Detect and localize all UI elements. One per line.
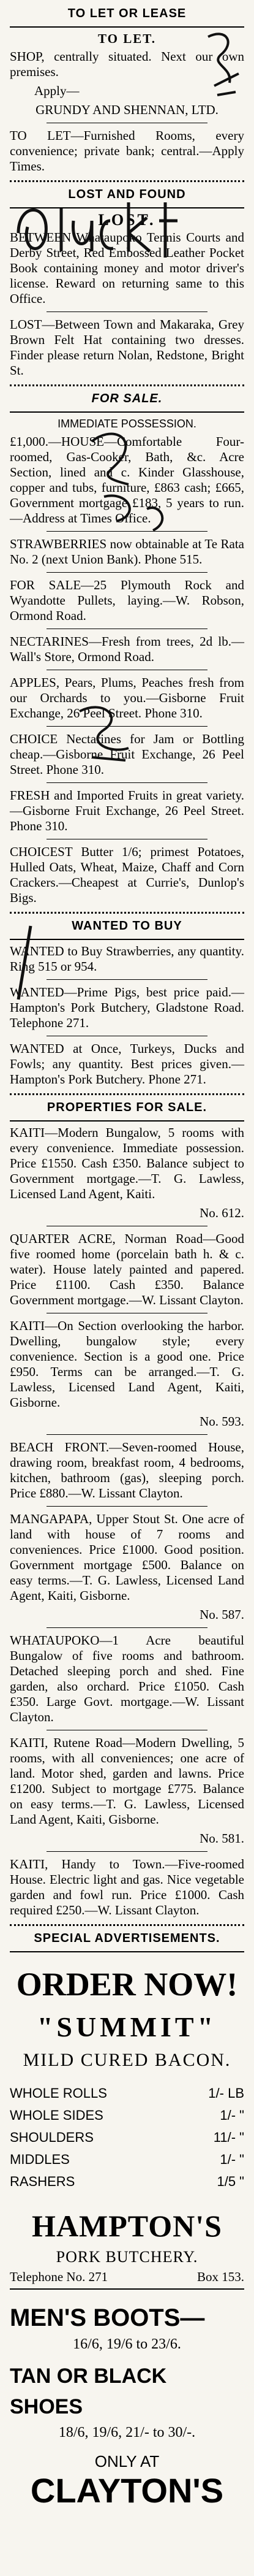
item-name: WHOLE SIDES [10,2108,103,2123]
firm-name: GRUNDY AND SHENNAN, LTD. [35,102,219,117]
property-mangapapa: MANGAPAPA, Upper Stout St. One acre of land with house of 7 rooms and conveniences. Price £1000. Good position. Government mortgage £500. Balance on easy terms.—T. G. Lawless, Licensed Land Agent, Kaiti, Gisborne. [10,1512,244,1603]
shoe-prices: 18/6, 19/6, 21/- to 30/-. [58,2425,196,2440]
divider [47,726,207,727]
pork-butchery-label: PORK BUTCHERY. [56,2248,198,2266]
lost-pocket-book-ad: BETWEEN Whataupoko Tennis Courts and Derby Street, Red Embossed Leather Pocket Book containing money and motor driver's license. Reward on returning same to this Office. [10,230,244,306]
item-name: SHOULDERS [10,2130,94,2145]
lost-title: LOST. [98,211,156,229]
for-sale-header: FOR SALE. [10,384,244,407]
immediate-possession-title: IMMEDIATE POSSESSION. [58,418,196,430]
price-row [10,2171,244,2193]
divider [47,1506,207,1507]
price-row [10,2127,244,2149]
fresh-fruits-ad: FRESH and Imported Fruits in great variety.—Gisborne Fruit Exchange, 26 Peel Street. Phone 310. [10,788,244,833]
divider [47,782,207,783]
ad-number: No. 587. [200,1607,244,1622]
mens-boots-heading: MEN'S BOOTS— [10,2304,205,2331]
divider [10,207,244,208]
item-price: 1/- " [220,2152,244,2167]
item-price: 1/- LB [208,2085,244,2101]
divider [10,1120,244,1122]
apply-label: Apply— [34,83,80,98]
property-kaiti-bungalow: KAITI—Modern Bungalow, 5 rooms with every convenience. Immediate possession. Price £1550. Cash £350. Balance subject to Government mortgage.—T. G. Lawless, Licensed Land Agent, Kaiti. [10,1125,244,1201]
divider [10,411,244,413]
divider [47,572,207,573]
item-name: MIDDLES [10,2152,70,2167]
divider [47,311,207,312]
item-price: 1/5 " [217,2174,244,2189]
hamptons-heading: HAMPTON'S [32,2209,222,2243]
price-row [10,2149,244,2171]
property-whataupoko: WHATAUPOKO—1 Acre beautiful Bungalow of five rooms and bathroom. Detached sleeping porch and shed. Fine garden, also orchard. Price £1050. Cash £350. Large Govt. mortgage.—W. Lissant Clayton. [10,1633,244,1724]
telephone-number: Telephone No. 271 [10,2269,108,2284]
properties-header: PROPERTIES FOR SALE. [10,1093,244,1115]
divider [10,2288,244,2290]
contact-line [10,2269,244,2285]
pullets-ad: FOR SALE—25 Plymouth Rock and Wyandotte Pullets, laying.—W. Robson, Ormond Road. [10,578,244,623]
divider [47,1627,207,1628]
item-name: WHOLE ROLLS [10,2085,107,2101]
property-kaiti-rutene: KAITI, Rutene Road—Modern Dwelling, 5 rooms, with all conveniences; one acre of land. Motor shed, garden and lawns. Price £1200. Subject to mortgage £775. Balance on easy terms.—T. G. Lawless, Licensed Land Agent, Kaiti, Gisborne. [10,1735,244,1827]
special-ads-header: SPECIAL ADVERTISEMENTS. [10,1924,244,1946]
wanted-pigs-ad: WANTED—Prime Pigs, best price paid.—Hampton's Pork Butchery, Gladstone Road. Telephone 271. [10,985,244,1030]
to-let-title: TO LET. [98,31,156,46]
wanted-poultry-ad: WANTED at Once, Turkeys, Ducks and Fowls; any quantity. Best prices given.—Hampton's Pork Butchery. Phone 271. [10,1041,244,1087]
strawberries-ad: STRAWBERRIES now obtainable at Te Rata No. 2 (next Union Bank). Phone 515. [10,537,244,567]
wanted-header: WANTED TO BUY [10,912,244,934]
to-let-header: TO LET OR LEASE [67,7,187,20]
nectarines-ad: NECTARINES—Fresh from trees, 2d lb.—Wall's Store, Ormond Road. [10,634,244,664]
summit-brand: "SUMMIT" [37,2011,217,2043]
divider [47,531,207,532]
choice-nectarines-ad: CHOICE Nectarines for Jam or Bottling cheap.—Gisborne Fruit Exchange, 26 Peel Street. Phone 310. [10,732,244,777]
tan-black-shoes-heading: TAN OR BLACK SHOES [10,2364,167,2418]
lost-hat-ad: LOST—Between Town and Makaraka, Grey Brown Felt Hat containing two dresses. Finder please return Nolan, Redstone, Bright St. [10,317,244,378]
ad-number: No. 581. [200,1831,244,1846]
lost-found-header: LOST AND FOUND [10,180,244,202]
property-kaiti-handy: KAITI, Handy to Town.—Five-roomed House. Electric light and gas. Nice vegetable garden and fowl run. Price £1000. Cash required £250.—W. Lissant Clayton. [10,1857,244,1917]
house-ad: £1,000.—HOUSE—Comfortable Four-roomed, Gas-Cooker, Bath, &c. Acre Section, lined and c. Kinder Glasshouse, copper and tubs, furniture, £863 cash; £665, Government mortgage £183, 5 years to run.—Address at Times Office. [10,434,244,526]
wanted-strawberries-ad: WANTED to Buy Strawberries, any quantity. Ring 515 or 954. [10,944,244,974]
property-kaiti-harbor: KAITI—On Section overlooking the harbor. Dwelling, bungalow style; every convenience. Section is a good one. Price £950. Terms can be arranged.—T. G. Lawless, Licensed Land Agent, Kaiti, Gisborne. [10,1318,244,1410]
item-name: RASHERS [10,2174,75,2189]
mild-cured-bacon: MILD CURED BACON. [23,2050,231,2070]
butter-ad: CHOICEST Butter 1/6; primest Potatoes, Hulled Oats, Wheat, Maize, Chaff and Corn Crackers.—Cheapest at Currie's, Dunlop's Bigs. [10,844,244,905]
order-now-heading: ORDER NOW! [16,1966,238,2003]
ad-number: No. 612. [200,1206,244,1220]
item-price: 11/- " [213,2130,244,2145]
apples-ad: APPLES, Pears, Plums, Peaches fresh from our Orchards to you.—Gisborne Fruit Exchange, 26 Peel Street. Phone 310. [10,675,244,720]
item-price: 1/- " [220,2108,244,2123]
divider [10,939,244,940]
to-let-rooms-ad: TO LET—Furnished Rooms, every convenience; private bank; central.—Apply Times. [10,128,244,174]
claytons-heading: CLAYTON'S [30,2471,224,2510]
boot-prices: 16/6, 19/6 to 23/6. [73,2336,181,2352]
price-row [10,2082,244,2104]
ad-number: No. 593. [200,1414,244,1429]
divider [10,1951,244,1952]
divider [47,1851,207,1852]
bacon-price-table [10,2082,244,2193]
only-at-label: ONLY AT [94,2452,160,2471]
divider [47,979,207,980]
shop-ad: SHOP, centrally situated. Next our own premises. [10,49,244,79]
price-row [10,2104,244,2127]
divider [10,26,244,28]
box-number: Box 153. [196,2269,244,2284]
property-beach-front: BEACH FRONT.—Seven-roomed House, drawing room, breakfast room, 4 bedrooms, kitchen, bathroom (gas), sleeping porch. Price £880.—W. Lissant Clayton. [10,1440,244,1500]
property-quarter-acre: QUARTER ACRE, Norman Road—Good five roomed home (porcelain bath h. & c. water). House lately painted and papered. Price £1100. Cash £350. Balance Government mortgage.—W. Lissant Clayton. [10,1231,244,1307]
divider [47,1434,207,1435]
